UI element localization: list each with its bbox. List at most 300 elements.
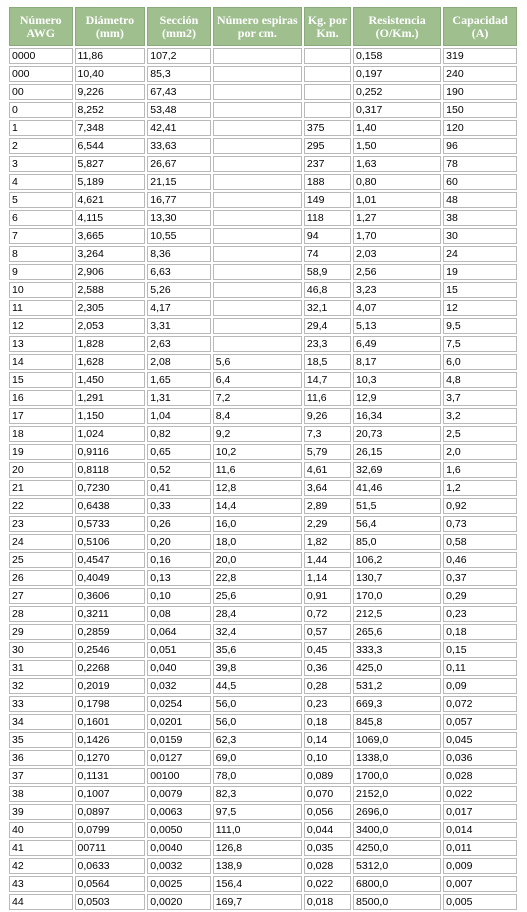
cell-awg: 17 — [9, 408, 73, 424]
cell-turns: 56,0 — [213, 696, 302, 712]
cell-turns: 78,0 — [213, 768, 302, 784]
cell-capacity: 2,5 — [443, 426, 517, 442]
cell-capacity: 0,011 — [443, 840, 517, 856]
table-row — [9, 498, 517, 514]
cell-section: 67,43 — [147, 84, 211, 100]
cell-diameter: 0,0799 — [75, 822, 146, 838]
table-row — [9, 444, 517, 460]
cell-turns: 6,4 — [213, 372, 302, 388]
cell-section: 0,032 — [147, 678, 211, 694]
cell-kg: 1,82 — [304, 534, 351, 550]
cell-resistance: 669,3 — [353, 696, 441, 712]
cell-section: 0,0201 — [147, 714, 211, 730]
table-row — [9, 696, 517, 712]
cell-resistance: 0,80 — [353, 174, 441, 190]
cell-diameter: 0,7230 — [75, 480, 146, 496]
cell-kg: 58,9 — [304, 264, 351, 280]
cell-section: 0,040 — [147, 660, 211, 676]
cell-awg: 8 — [9, 246, 73, 262]
cell-awg: 27 — [9, 588, 73, 604]
table-row — [9, 822, 517, 838]
cell-section: 13,30 — [147, 210, 211, 226]
cell-section: 0,064 — [147, 624, 211, 640]
cell-turns: 7,2 — [213, 390, 302, 406]
table-row — [9, 732, 517, 748]
cell-awg: 0 — [9, 102, 73, 118]
cell-kg: 118 — [304, 210, 351, 226]
cell-section: 0,0032 — [147, 858, 211, 874]
cell-kg: 0,028 — [304, 858, 351, 874]
cell-diameter: 0,2546 — [75, 642, 146, 658]
table-row — [9, 354, 517, 370]
cell-awg: 32 — [9, 678, 73, 694]
cell-kg — [304, 102, 351, 118]
cell-section: 16,77 — [147, 192, 211, 208]
cell-capacity: 0,028 — [443, 768, 517, 784]
cell-awg: 9 — [9, 264, 73, 280]
cell-capacity: 4,8 — [443, 372, 517, 388]
cell-section: 26,67 — [147, 156, 211, 172]
cell-turns: 18,0 — [213, 534, 302, 550]
cell-awg: 31 — [9, 660, 73, 676]
cell-resistance: 85,0 — [353, 534, 441, 550]
cell-diameter: 0,0633 — [75, 858, 146, 874]
cell-capacity: 3,7 — [443, 390, 517, 406]
table-row — [9, 390, 517, 406]
table-row — [9, 678, 517, 694]
cell-diameter: 9,226 — [75, 84, 146, 100]
cell-diameter: 0,8118 — [75, 462, 146, 478]
cell-kg: 9,26 — [304, 408, 351, 424]
cell-turns — [213, 156, 302, 172]
table-row — [9, 588, 517, 604]
cell-section: 107,2 — [147, 48, 211, 64]
table-row — [9, 642, 517, 658]
cell-turns: 5,6 — [213, 354, 302, 370]
cell-awg: 5 — [9, 192, 73, 208]
cell-section: 0,051 — [147, 642, 211, 658]
cell-diameter: 2,305 — [75, 300, 146, 316]
cell-kg: 2,29 — [304, 516, 351, 532]
table-row — [9, 282, 517, 298]
cell-awg: 24 — [9, 534, 73, 550]
cell-diameter: 0,1426 — [75, 732, 146, 748]
cell-turns — [213, 102, 302, 118]
table-row — [9, 408, 517, 424]
cell-diameter: 1,450 — [75, 372, 146, 388]
cell-diameter: 0,2268 — [75, 660, 146, 676]
cell-capacity: 0,58 — [443, 534, 517, 550]
cell-kg: 94 — [304, 228, 351, 244]
cell-capacity: 6,0 — [443, 354, 517, 370]
cell-diameter: 3,665 — [75, 228, 146, 244]
cell-section: 2,63 — [147, 336, 211, 352]
cell-kg: 5,79 — [304, 444, 351, 460]
cell-capacity: 0,017 — [443, 804, 517, 820]
cell-awg: 13 — [9, 336, 73, 352]
cell-resistance: 5,13 — [353, 318, 441, 334]
cell-turns — [213, 84, 302, 100]
cell-resistance: 12,9 — [353, 390, 441, 406]
table-row — [9, 804, 517, 820]
cell-section: 0,08 — [147, 606, 211, 622]
cell-section: 00100 — [147, 768, 211, 784]
cell-turns — [213, 318, 302, 334]
cell-kg: 1,14 — [304, 570, 351, 586]
cell-kg — [304, 48, 351, 64]
cell-awg: 38 — [9, 786, 73, 802]
cell-turns: 126,8 — [213, 840, 302, 856]
awg-wire-table-container — [7, 5, 519, 912]
cell-section: 0,0040 — [147, 840, 211, 856]
cell-section: 0,65 — [147, 444, 211, 460]
cell-resistance: 6,49 — [353, 336, 441, 352]
cell-turns: 14,4 — [213, 498, 302, 514]
cell-turns: 20,0 — [213, 552, 302, 568]
cell-turns: 32,4 — [213, 624, 302, 640]
cell-turns: 10,2 — [213, 444, 302, 460]
cell-resistance: 531,2 — [353, 678, 441, 694]
cell-turns: 62,3 — [213, 732, 302, 748]
cell-turns: 22,8 — [213, 570, 302, 586]
cell-kg: 1,44 — [304, 552, 351, 568]
cell-resistance: 2,03 — [353, 246, 441, 262]
table-row — [9, 840, 517, 856]
cell-turns — [213, 192, 302, 208]
cell-resistance: 845,8 — [353, 714, 441, 730]
cell-section: 0,0025 — [147, 876, 211, 892]
cell-turns — [213, 246, 302, 262]
cell-section: 0,0127 — [147, 750, 211, 766]
cell-diameter: 1,150 — [75, 408, 146, 424]
cell-diameter: 0,2859 — [75, 624, 146, 640]
cell-diameter: 0,0564 — [75, 876, 146, 892]
cell-diameter: 0,1007 — [75, 786, 146, 802]
cell-diameter: 5,189 — [75, 174, 146, 190]
cell-diameter: 10,40 — [75, 66, 146, 82]
table-row — [9, 894, 517, 910]
cell-capacity: 19 — [443, 264, 517, 280]
cell-resistance: 16,34 — [353, 408, 441, 424]
cell-resistance: 2152,0 — [353, 786, 441, 802]
cell-turns — [213, 300, 302, 316]
cell-diameter: 4,115 — [75, 210, 146, 226]
cell-awg: 34 — [9, 714, 73, 730]
cell-kg: 7,3 — [304, 426, 351, 442]
cell-diameter: 0,1270 — [75, 750, 146, 766]
cell-awg: 44 — [9, 894, 73, 910]
table-row — [9, 246, 517, 262]
table-row — [9, 318, 517, 334]
cell-resistance: 1,70 — [353, 228, 441, 244]
cell-kg: 0,022 — [304, 876, 351, 892]
cell-capacity: 0,29 — [443, 588, 517, 604]
cell-awg: 00 — [9, 84, 73, 100]
cell-turns: 39,8 — [213, 660, 302, 676]
cell-section: 0,13 — [147, 570, 211, 586]
cell-turns: 9,2 — [213, 426, 302, 442]
header-capacity: Capacidad (A) — [443, 7, 517, 46]
cell-resistance: 425,0 — [353, 660, 441, 676]
cell-turns: 156,4 — [213, 876, 302, 892]
cell-resistance: 51,5 — [353, 498, 441, 514]
cell-capacity: 48 — [443, 192, 517, 208]
header-resistance: Resistencia (O/Km.) — [353, 7, 441, 46]
cell-section: 0,0063 — [147, 804, 211, 820]
cell-resistance: 8,17 — [353, 354, 441, 370]
cell-awg: 16 — [9, 390, 73, 406]
cell-kg: 295 — [304, 138, 351, 154]
table-row — [9, 120, 517, 136]
cell-capacity: 0,009 — [443, 858, 517, 874]
cell-section: 0,41 — [147, 480, 211, 496]
table-row — [9, 84, 517, 100]
cell-section: 10,55 — [147, 228, 211, 244]
cell-section: 0,16 — [147, 552, 211, 568]
cell-capacity: 319 — [443, 48, 517, 64]
table-row — [9, 192, 517, 208]
cell-awg: 20 — [9, 462, 73, 478]
cell-section: 0,0020 — [147, 894, 211, 910]
cell-resistance: 41,46 — [353, 480, 441, 496]
cell-resistance: 170,0 — [353, 588, 441, 604]
cell-diameter: 0,1131 — [75, 768, 146, 784]
table-row — [9, 534, 517, 550]
cell-kg: 74 — [304, 246, 351, 262]
cell-capacity: 1,6 — [443, 462, 517, 478]
cell-turns — [213, 210, 302, 226]
cell-awg: 18 — [9, 426, 73, 442]
cell-turns: 169,7 — [213, 894, 302, 910]
cell-awg: 4 — [9, 174, 73, 190]
cell-kg: 0,044 — [304, 822, 351, 838]
cell-awg: 11 — [9, 300, 73, 316]
cell-capacity: 0,022 — [443, 786, 517, 802]
cell-awg: 29 — [9, 624, 73, 640]
cell-resistance: 212,5 — [353, 606, 441, 622]
cell-kg: 237 — [304, 156, 351, 172]
cell-resistance: 333,3 — [353, 642, 441, 658]
cell-kg: 0,070 — [304, 786, 351, 802]
cell-capacity: 15 — [443, 282, 517, 298]
cell-resistance: 8500,0 — [353, 894, 441, 910]
cell-capacity: 9,5 — [443, 318, 517, 334]
cell-kg: 0,056 — [304, 804, 351, 820]
cell-section: 33,63 — [147, 138, 211, 154]
cell-kg — [304, 84, 351, 100]
cell-kg: 32,1 — [304, 300, 351, 316]
cell-awg: 22 — [9, 498, 73, 514]
cell-awg: 10 — [9, 282, 73, 298]
cell-resistance: 130,7 — [353, 570, 441, 586]
cell-resistance: 1,27 — [353, 210, 441, 226]
cell-section: 3,31 — [147, 318, 211, 334]
cell-resistance: 0,317 — [353, 102, 441, 118]
cell-capacity: 96 — [443, 138, 517, 154]
cell-kg: 149 — [304, 192, 351, 208]
cell-diameter: 2,906 — [75, 264, 146, 280]
cell-turns — [213, 228, 302, 244]
cell-turns: 97,5 — [213, 804, 302, 820]
cell-resistance: 1,63 — [353, 156, 441, 172]
cell-kg: 0,089 — [304, 768, 351, 784]
cell-awg: 3 — [9, 156, 73, 172]
cell-section: 21,15 — [147, 174, 211, 190]
cell-diameter: 5,827 — [75, 156, 146, 172]
cell-awg: 6 — [9, 210, 73, 226]
cell-resistance: 3400,0 — [353, 822, 441, 838]
cell-section: 5,26 — [147, 282, 211, 298]
cell-turns — [213, 336, 302, 352]
cell-kg: 0,45 — [304, 642, 351, 658]
cell-capacity: 0,23 — [443, 606, 517, 622]
cell-resistance: 10,3 — [353, 372, 441, 388]
cell-section: 1,04 — [147, 408, 211, 424]
cell-kg: 0,10 — [304, 750, 351, 766]
cell-kg: 14,7 — [304, 372, 351, 388]
table-row — [9, 264, 517, 280]
cell-resistance: 0,158 — [353, 48, 441, 64]
cell-resistance: 1338,0 — [353, 750, 441, 766]
cell-section: 6,63 — [147, 264, 211, 280]
cell-kg: 188 — [304, 174, 351, 190]
cell-turns: 44,5 — [213, 678, 302, 694]
table-row — [9, 480, 517, 496]
cell-capacity: 0,15 — [443, 642, 517, 658]
cell-capacity: 0,09 — [443, 678, 517, 694]
cell-capacity: 0,007 — [443, 876, 517, 892]
cell-section: 4,17 — [147, 300, 211, 316]
cell-capacity: 120 — [443, 120, 517, 136]
table-row — [9, 606, 517, 622]
cell-resistance: 106,2 — [353, 552, 441, 568]
table-row — [9, 48, 517, 64]
cell-kg: 0,28 — [304, 678, 351, 694]
cell-section: 0,0050 — [147, 822, 211, 838]
cell-awg: 25 — [9, 552, 73, 568]
cell-resistance: 1,01 — [353, 192, 441, 208]
table-row — [9, 372, 517, 388]
cell-diameter: 0,0503 — [75, 894, 146, 910]
cell-capacity: 150 — [443, 102, 517, 118]
header-diameter: Diámetro (mm) — [75, 7, 146, 46]
table-body — [9, 48, 517, 910]
cell-kg: 0,035 — [304, 840, 351, 856]
table-row — [9, 336, 517, 352]
cell-capacity: 0,005 — [443, 894, 517, 910]
cell-section: 1,31 — [147, 390, 211, 406]
table-row — [9, 156, 517, 172]
cell-turns: 11,6 — [213, 462, 302, 478]
table-header-row — [9, 7, 517, 46]
cell-awg: 39 — [9, 804, 73, 820]
cell-diameter: 0,3606 — [75, 588, 146, 604]
cell-capacity: 0,18 — [443, 624, 517, 640]
cell-section: 0,52 — [147, 462, 211, 478]
cell-awg: 14 — [9, 354, 73, 370]
cell-awg: 000 — [9, 66, 73, 82]
cell-kg: 2,89 — [304, 498, 351, 514]
cell-diameter: 3,264 — [75, 246, 146, 262]
cell-section: 1,65 — [147, 372, 211, 388]
cell-capacity: 0,37 — [443, 570, 517, 586]
cell-diameter: 8,252 — [75, 102, 146, 118]
cell-diameter: 1,628 — [75, 354, 146, 370]
cell-diameter: 7,348 — [75, 120, 146, 136]
cell-capacity: 0,036 — [443, 750, 517, 766]
cell-kg: 4,61 — [304, 462, 351, 478]
cell-resistance: 0,252 — [353, 84, 441, 100]
cell-kg: 18,5 — [304, 354, 351, 370]
cell-awg: 15 — [9, 372, 73, 388]
cell-turns — [213, 264, 302, 280]
cell-diameter: 0,4547 — [75, 552, 146, 568]
cell-resistance: 6800,0 — [353, 876, 441, 892]
cell-capacity: 0,73 — [443, 516, 517, 532]
cell-awg: 42 — [9, 858, 73, 874]
cell-section: 0,0079 — [147, 786, 211, 802]
cell-diameter: 2,588 — [75, 282, 146, 298]
cell-awg: 30 — [9, 642, 73, 658]
cell-kg: 0,57 — [304, 624, 351, 640]
cell-capacity: 30 — [443, 228, 517, 244]
table-row — [9, 750, 517, 766]
cell-kg: 11,6 — [304, 390, 351, 406]
cell-resistance: 4,07 — [353, 300, 441, 316]
cell-diameter: 0,5733 — [75, 516, 146, 532]
table-row — [9, 552, 517, 568]
cell-resistance: 32,69 — [353, 462, 441, 478]
cell-kg: 46,8 — [304, 282, 351, 298]
table-row — [9, 426, 517, 442]
table-row — [9, 876, 517, 892]
table-row — [9, 516, 517, 532]
table-row — [9, 660, 517, 676]
cell-turns — [213, 282, 302, 298]
cell-awg: 19 — [9, 444, 73, 460]
cell-capacity: 0,46 — [443, 552, 517, 568]
cell-diameter: 11,86 — [75, 48, 146, 64]
cell-turns: 82,3 — [213, 786, 302, 802]
table-row — [9, 462, 517, 478]
cell-section: 0,26 — [147, 516, 211, 532]
cell-diameter: 0,5106 — [75, 534, 146, 550]
cell-capacity: 190 — [443, 84, 517, 100]
cell-kg: 0,36 — [304, 660, 351, 676]
cell-turns — [213, 174, 302, 190]
cell-section: 0,82 — [147, 426, 211, 442]
cell-diameter: 0,4049 — [75, 570, 146, 586]
cell-kg: 0,23 — [304, 696, 351, 712]
cell-turns: 138,9 — [213, 858, 302, 874]
cell-diameter: 0,0897 — [75, 804, 146, 820]
cell-capacity: 0,014 — [443, 822, 517, 838]
cell-diameter: 4,621 — [75, 192, 146, 208]
cell-capacity: 7,5 — [443, 336, 517, 352]
cell-resistance: 20,73 — [353, 426, 441, 442]
cell-awg: 21 — [9, 480, 73, 496]
cell-diameter: 0,6438 — [75, 498, 146, 514]
cell-awg: 35 — [9, 732, 73, 748]
cell-resistance: 2,56 — [353, 264, 441, 280]
header-section: Sección (mm2) — [147, 7, 211, 46]
cell-capacity: 60 — [443, 174, 517, 190]
cell-capacity: 240 — [443, 66, 517, 82]
cell-resistance: 1700,0 — [353, 768, 441, 784]
cell-turns: 8,4 — [213, 408, 302, 424]
cell-capacity: 38 — [443, 210, 517, 226]
cell-awg: 40 — [9, 822, 73, 838]
